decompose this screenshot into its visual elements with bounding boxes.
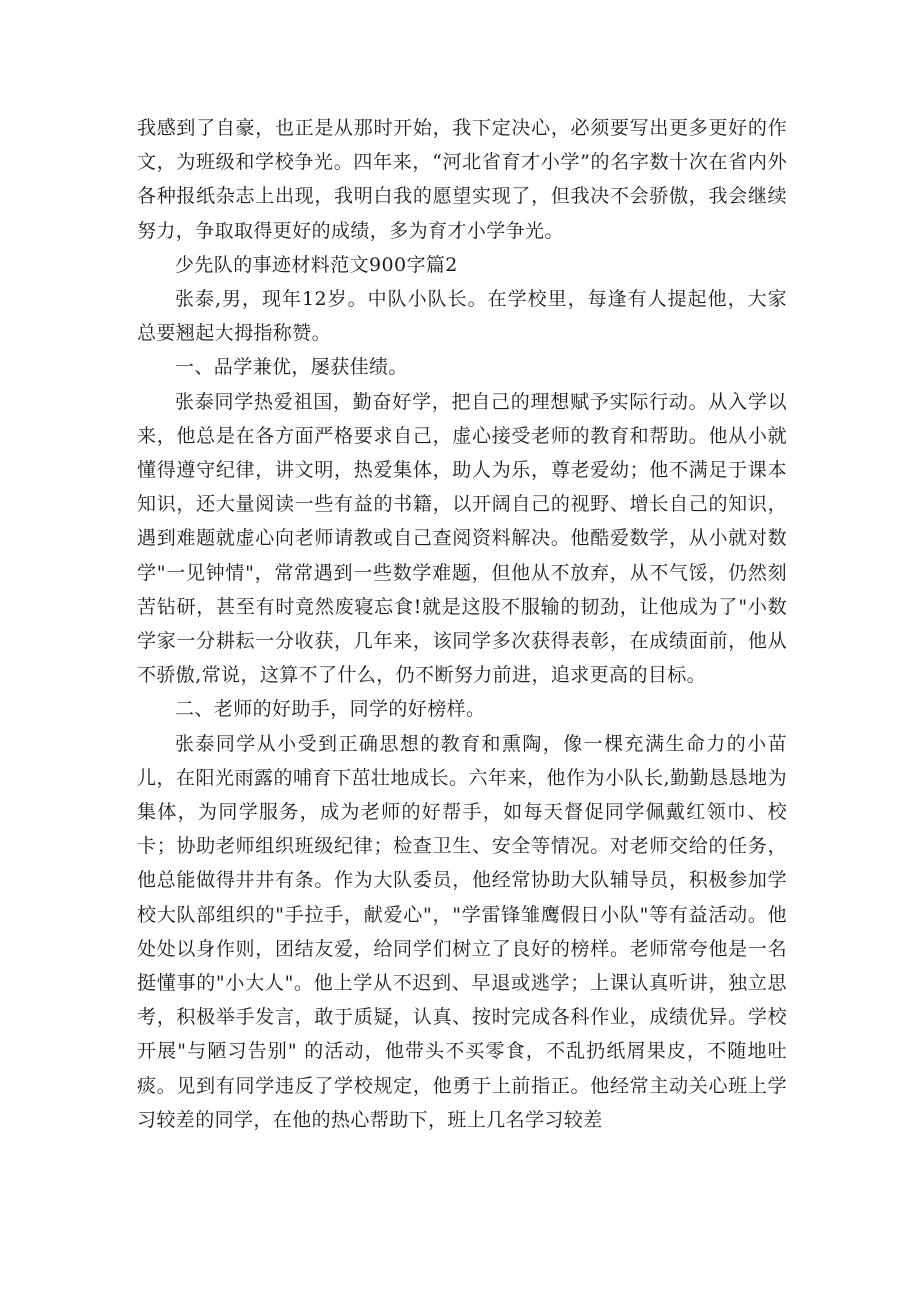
subheading-1: 一、品学兼优，屡获佳绩。 [175, 356, 408, 379]
paragraph-helper: 张泰同学从小受到正确思想的教育和熏陶，像一棵充满生命力的小苗儿，在阳光雨露的哺育下茁壮地成长。六年来，他作为小队长,勤勤恳恳地为集体，为同学服务，成为老师的好帮手，如每天督促同学佩戴红领巾、校卡；协助老师组织班级纪律；检查卫生、安全等情况。对老师交给的任务，他总能做得井井有条。作为大队委员，他经常协助大队辅导员，积极参加学校大队部组织的"手拉手，献爱心"，"学雷锋雏鹰假日小队"等有益活动。他处处以身作则，团结友爱，给同学们树立了良好的榜样。老师常夸他是一名挺懂事的"小大人"。他上学从不迟到、早退或逃学；上课认真听讲，独立思考，积极举手发言，敢于质疑，认真、按时完成各科作业，成绩优异。学校开展"与陋习告别" 的活动，他带头不买零食，不乱扔纸屑果皮，不随地吐痰。见到有同学违反了学校规定，他勇于上前指正。他经常主动关心班上学习较差的同学，在他的热心帮助下，班上几名学习较差 [137, 732, 787, 1131]
paragraph-intro: 张泰,男，现年12岁。中队小队长。在学校里，每逢有人提起他，大家总要翘起大拇指称赞。 [137, 288, 787, 345]
document-body [137, 111, 787, 1137]
section-title-2: 少先队的事迹材料范文900字篇2 [175, 253, 458, 276]
subheading-2: 二、老师的好助手，同学的好榜样。 [175, 698, 486, 721]
paragraph-study: 张泰同学热爱祖国，勤奋好学，把自己的理想赋予实际行动。从入学以来，他总是在各方面严格要求自己，虚心接受老师的教育和帮助。他从小就懂得遵守纪律，讲文明，热爱集体，助人为乐，尊老爱幼；他不满足于课本知识，还大量阅读一些有益的书籍，以开阔自己的视野、增长自己的知识，遇到难题就虚心向老师请教或自己查阅资料解决。他酷爱数学，从小就对数学"一见钟情"，常常遇到一些数学难题，但他从不放弃，从不气馁，仍然刻苦钻研，甚至有时竟然废寝忘食!就是这股不服输的韧劲，让他成为了"小数学家一分耕耘一分收获，几年来，该同学多次获得表彰，在成绩面前，他从不骄傲,常说，这算不了什么，仍不断努力前进，追求更高的目标。 [137, 390, 787, 687]
paragraph-1: 我感到了自豪，也正是从那时开始，我下定决心，必须要写出更多更好的作文，为班级和学校争光。四年来，“河北省育才小学”的名字数十次在省内外各种报纸杂志上出现，我明白我的愿望实现了，但我决不会骄傲，我会继续努力，争取取得更好的成绩，多为育才小学争光。 [137, 117, 787, 242]
